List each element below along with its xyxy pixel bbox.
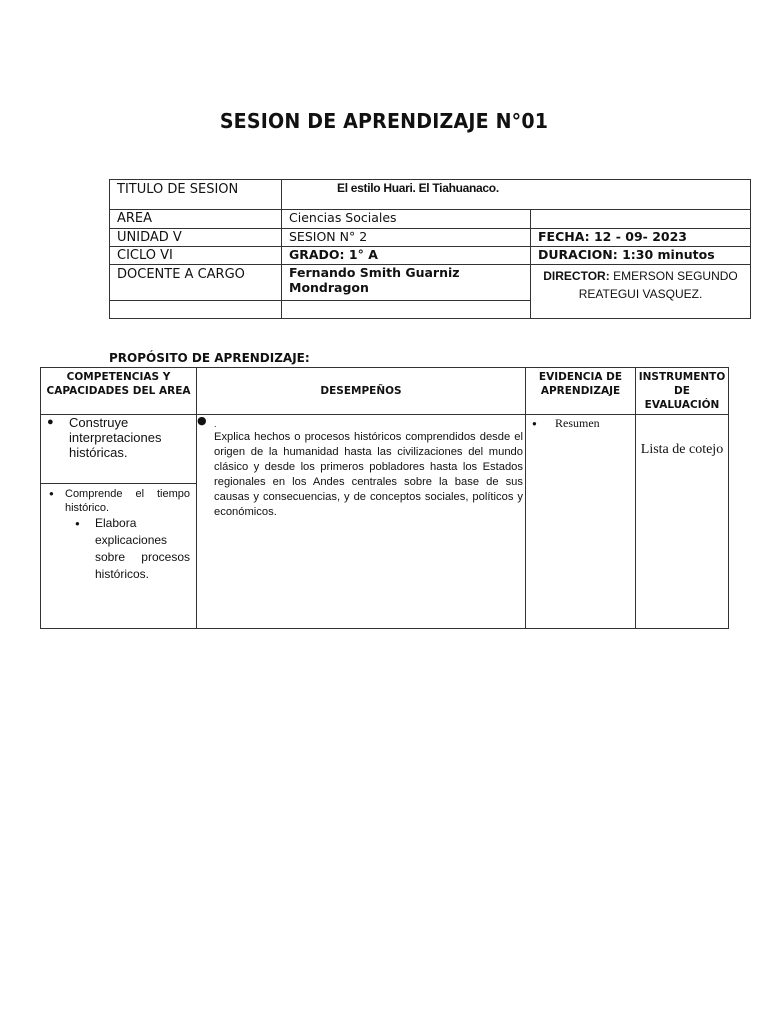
header-instrumento: INSTRUMENTO DE EVALUACIÓN <box>636 368 729 415</box>
bullet-icon: ● <box>47 416 54 428</box>
empty-cell <box>282 301 531 319</box>
desempeno-text: Explica hechos o procesos históricos comprendidos desde el origen de la humanidad hasta las civilizaciones del mundo clásico y desde los primeros pobladores hasta los Estados regionales en los Andes centrales sobre la base de sus causas y consecuencias, y de conceptos sociales, políticos y económicos. <box>214 431 523 518</box>
capacidad-text: Elabora explicaciones sobre procesos históricos. <box>95 516 190 581</box>
capacidades-cell <box>41 484 197 629</box>
duracion-value: DURACION: 1:30 minutos <box>531 247 751 265</box>
director-cell <box>531 265 751 319</box>
desempeno-dot: . <box>214 419 217 429</box>
bullet-icon: ● <box>532 419 537 428</box>
evidencia-text: Resumen <box>555 416 600 430</box>
desempeno-cell <box>197 415 526 629</box>
titulo-value: El estilo Huari. El Tiahuanaco. <box>282 180 751 210</box>
capacidad-text: Comprende el tiempo histórico. <box>65 488 190 514</box>
learning-purpose-table <box>40 367 729 629</box>
director-label: DIRECTOR: <box>543 269 610 283</box>
grado-value: GRADO: 1° A <box>282 247 531 265</box>
evidencia-item <box>532 415 631 431</box>
capacidad-item <box>49 487 190 515</box>
bullet-icon: ● <box>75 519 80 528</box>
header-desempenos: DESEMPEÑOS <box>197 368 526 415</box>
competencia-text: Construye interpretaciones históricas. <box>69 415 162 460</box>
docente-value: Fernando Smith Guarniz Mondragon <box>282 265 531 301</box>
unidad-label: UNIDAD V <box>110 229 282 247</box>
header-competencias: COMPETENCIAS Y CAPACIDADES DEL AREA <box>41 368 197 415</box>
docente-label: DOCENTE A CARGO <box>110 265 282 301</box>
empty-cell <box>531 210 751 229</box>
director-name-line2: REATEGUI VASQUEZ. <box>578 287 703 301</box>
header-evidencia: EVIDENCIA DE APRENDIZAJE <box>526 368 636 415</box>
bullet-icon: ● <box>197 414 207 427</box>
director-name-line1: EMERSON SEGUNDO <box>613 269 738 283</box>
ciclo-label: CICLO VI <box>110 247 282 265</box>
page-title: SESION DE APRENDIZAJE N°01 <box>219 109 549 133</box>
titulo-label: TITULO DE SESION <box>110 180 282 210</box>
session-info-table <box>109 179 751 319</box>
competencia-cell <box>41 415 197 484</box>
proposito-heading: PROPÓSITO DE APRENDIZAJE: <box>109 351 310 365</box>
instrumento-text: Lista de cotejo <box>640 442 724 457</box>
evidencia-cell <box>526 415 636 629</box>
fecha-value: FECHA: 12 - 09- 2023 <box>531 229 751 247</box>
bullet-icon: ● <box>49 489 54 498</box>
competencia-item <box>43 415 190 460</box>
sesion-value: SESION N° 2 <box>282 229 531 247</box>
area-value: Ciencias Sociales <box>282 210 531 229</box>
capacidad-item <box>49 515 190 583</box>
empty-cell <box>110 301 282 319</box>
instrumento-cell <box>636 415 729 629</box>
area-label: AREA <box>110 210 282 229</box>
